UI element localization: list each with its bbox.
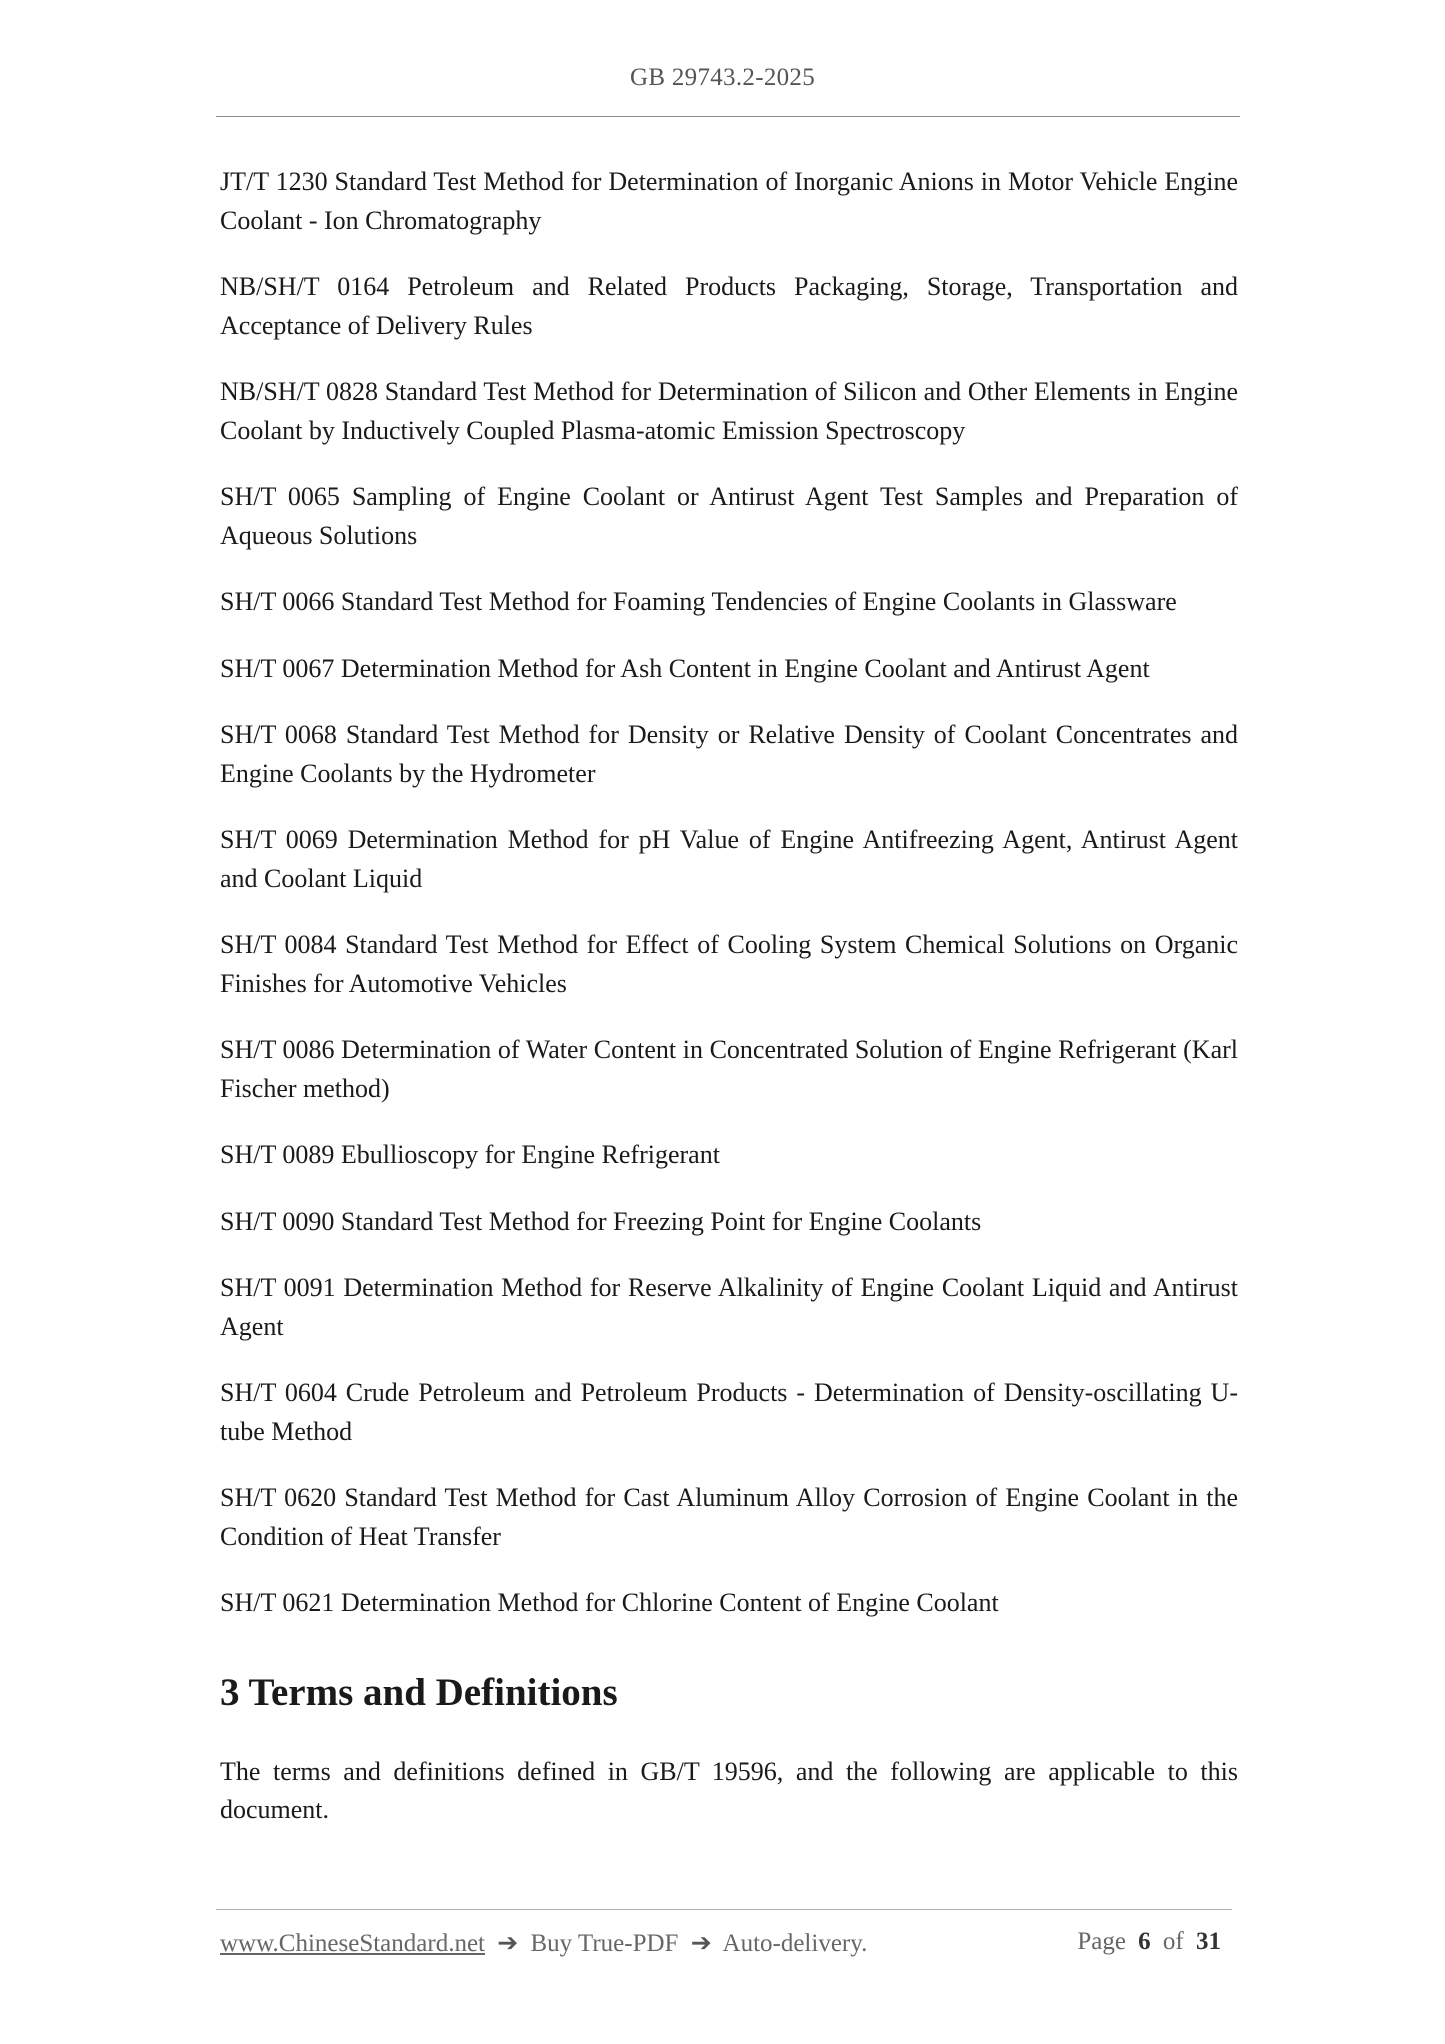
footer-promo <box>220 1928 867 1958</box>
document-body <box>220 163 1238 1830</box>
normative-reference: SH/T 0066 Standard Test Method for Foaming Tendencies of Engine Coolants in Glassware <box>220 587 1177 616</box>
footer-divider <box>216 1909 1232 1910</box>
header-divider <box>216 116 1240 117</box>
arrow-right-icon: ➔ <box>690 1930 712 1957</box>
buy-text: Buy True-PDF <box>530 1930 679 1957</box>
website-link[interactable]: www.ChineseStandard.net <box>220 1930 485 1957</box>
page-total: 31 <box>1196 1928 1221 1955</box>
page-current: 6 <box>1138 1928 1151 1955</box>
page-header-title: GB 29743.2-2025 <box>629 64 816 91</box>
normative-reference: SH/T 0090 Standard Test Method for Freezing Point for Engine Coolants <box>220 1206 982 1236</box>
page-label: Page <box>1077 1928 1126 1955</box>
normative-reference: SH/T 0067 Determination Method for Ash Content in Engine Coolant and Antirust Agent <box>220 653 1150 683</box>
delivery-text: Auto-delivery. <box>722 1930 868 1957</box>
page-of: of <box>1162 1928 1184 1955</box>
normative-reference: SH/T 0621 Determination Method for Chlorine Content of Engine Coolant <box>220 1588 999 1617</box>
normative-reference: SH/T 0065 Sampling of Engine Coolant or Antirust Agent Test Samples and Preparation of Aqueous Solutions <box>220 482 1238 550</box>
section-heading: 3 Terms and Definitions <box>220 1670 618 1714</box>
page-number <box>1077 1928 1227 1956</box>
arrow-right-icon: ➔ <box>497 1930 519 1957</box>
normative-reference: SH/T 0069 Determination Method for pH Value of Engine Antifreezing Agent, Antirust Agent and Coolant Liquid <box>220 825 1238 893</box>
normative-reference: SH/T 0086 Determination of Water Content in Concentrated Solution of Engine Refrigerant (Karl Fischer method) <box>220 1035 1238 1103</box>
normative-reference: SH/T 0620 Standard Test Method for Cast Aluminum Alloy Corrosion of Engine Coolant in the Condition of Heat Transfer <box>220 1483 1238 1551</box>
normative-reference: JT/T 1230 Standard Test Method for Determination of Inorganic Anions in Motor Vehicle Engine Coolant - Ion Chromatography <box>220 167 1238 235</box>
normative-reference: SH/T 0604 Crude Petroleum and Petroleum Products - Determination of Density-oscillating U-tube Method <box>220 1378 1238 1446</box>
normative-reference: NB/SH/T 0828 Standard Test Method for Determination of Silicon and Other Elements in Engine Coolant by Inductively Coupled Plasma-atomic Emission Spectroscopy <box>220 377 1238 445</box>
normative-reference: SH/T 0068 Standard Test Method for Density or Relative Density of Coolant Concentrates and Engine Coolants by the Hydrometer <box>220 720 1238 788</box>
normative-reference: NB/SH/T 0164 Petroleum and Related Products Packaging, Storage, Transportation and Acceptance of Delivery Rules <box>220 272 1238 340</box>
normative-reference: SH/T 0089 Ebullioscopy for Engine Refrigerant <box>220 1140 720 1169</box>
section-paragraph: The terms and definitions defined in GB/T 19596, and the following are applicable to this document. <box>220 1756 1238 1824</box>
normative-reference: SH/T 0084 Standard Test Method for Effect of Cooling System Chemical Solutions on Organic Finishes for Automotive Vehicles <box>220 930 1238 998</box>
normative-reference: SH/T 0091 Determination Method for Reserve Alkalinity of Engine Coolant Liquid and Antirust Agent <box>220 1273 1238 1341</box>
